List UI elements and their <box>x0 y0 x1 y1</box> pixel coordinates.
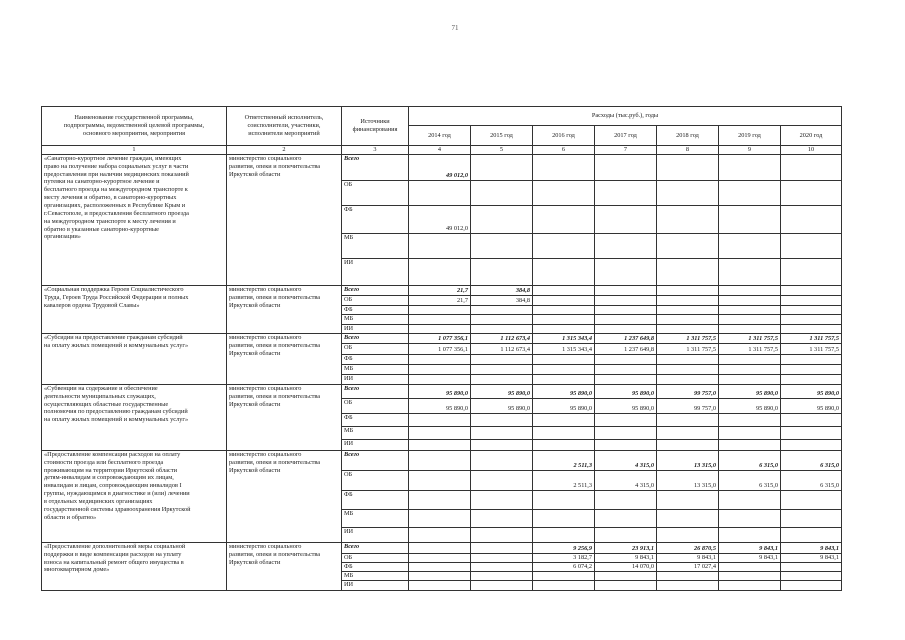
expense-value <box>471 470 533 490</box>
column-number: 3 <box>342 146 409 155</box>
expense-value: 1 311 757,5 <box>657 333 719 343</box>
expense-value <box>471 233 533 258</box>
expense-value: 6 315,0 <box>781 470 842 490</box>
expense-value <box>657 180 719 205</box>
expense-value <box>471 439 533 450</box>
expense-value <box>471 154 533 180</box>
funding-source: ОБ <box>342 180 409 205</box>
expense-value <box>781 324 842 333</box>
expense-value <box>533 205 595 233</box>
funding-source: ФБ <box>342 490 409 509</box>
expense-value <box>409 354 471 364</box>
expense-value <box>781 509 842 527</box>
expense-value <box>657 426 719 439</box>
expense-value: 14 070,0 <box>595 562 657 571</box>
expense-value <box>409 180 471 205</box>
expense-value <box>471 571 533 580</box>
expense-value <box>595 285 657 295</box>
funding-source: МБ <box>342 364 409 374</box>
table-row <box>42 154 842 180</box>
expense-value: 6 074,2 <box>533 562 595 571</box>
expense-value <box>657 527 719 542</box>
expense-value <box>781 571 842 580</box>
expense-value <box>719 374 781 384</box>
expense-value <box>533 285 595 295</box>
table-row <box>42 542 842 553</box>
expense-value <box>657 364 719 374</box>
expense-value <box>657 509 719 527</box>
column-number: 7 <box>595 146 657 155</box>
expense-value <box>781 413 842 426</box>
expense-value <box>533 571 595 580</box>
expense-value <box>533 527 595 542</box>
expense-value: 1 077 356,1 <box>409 343 471 354</box>
expense-value <box>657 295 719 305</box>
expense-value <box>657 205 719 233</box>
expense-value <box>595 295 657 305</box>
expense-value <box>595 426 657 439</box>
expense-value <box>595 205 657 233</box>
expense-value: 9 843,1 <box>595 553 657 562</box>
expense-value <box>781 180 842 205</box>
header-year: 2014 год <box>409 126 471 146</box>
expense-value <box>595 180 657 205</box>
expense-value <box>533 426 595 439</box>
funding-source: МБ <box>342 233 409 258</box>
expense-value <box>595 324 657 333</box>
expense-value <box>719 180 781 205</box>
expense-value <box>471 324 533 333</box>
column-number: 10 <box>781 146 842 155</box>
measure-executor: министерство социального развития, опеки и попечительства Иркутской области <box>227 333 342 384</box>
expense-value <box>471 542 533 553</box>
funding-source: МБ <box>342 314 409 324</box>
expense-value <box>719 233 781 258</box>
measure-name: «Субсидии на предоставление гражданам субсидий на оплату жилых помещений и коммунальных услуг» <box>42 333 227 384</box>
funding-source: ИИ <box>342 580 409 590</box>
expense-value: 95 890,0 <box>719 398 781 413</box>
expense-value: 23 913,1 <box>595 542 657 553</box>
expense-value <box>719 258 781 285</box>
expense-value <box>657 324 719 333</box>
expense-value: 1 112 673,4 <box>471 343 533 354</box>
measure-name: «Социальная поддержка Героев Социалистического Труда, Героев Труда Российской Федерации и полных кавалеров ордена Трудовой Славы» <box>42 285 227 333</box>
expense-value <box>719 285 781 295</box>
measure-executor: министерство социального развития, опеки и попечительства Иркутской области <box>227 285 342 333</box>
measure-name: «Санаторно-курортное лечение граждан, имеющих право на получение набора социальных услуг в части предоставления при наличии медицинских показаний путевки на санаторно-курортное лечение и бесплатного проезда на междугородном транспорте к месту лечения и обратно, в санаторно-курортных организациях, расположенных в Республике Крым и г.Севастополе, и предоставления бесплатного проезда на междугородном транспорте к месту лечения и обратно в указанные санаторно-курортные организации» <box>42 154 227 285</box>
expense-value <box>533 258 595 285</box>
expense-value <box>781 314 842 324</box>
expense-value <box>471 205 533 233</box>
expense-value: 6 315,0 <box>719 470 781 490</box>
expense-value: 49 012,0 <box>409 205 471 233</box>
funding-source: ИИ <box>342 258 409 285</box>
expense-value <box>781 258 842 285</box>
expense-value <box>719 314 781 324</box>
expense-value: 2 511,3 <box>533 470 595 490</box>
expense-value <box>409 527 471 542</box>
expense-value: 95 890,0 <box>533 398 595 413</box>
expense-value <box>719 426 781 439</box>
funding-source: ФБ <box>342 305 409 314</box>
funding-source: Всего <box>342 384 409 398</box>
expense-value: 21,7 <box>409 295 471 305</box>
expense-value <box>657 374 719 384</box>
funding-source: МБ <box>342 571 409 580</box>
expense-value <box>657 154 719 180</box>
table-row <box>42 450 842 470</box>
expense-value <box>471 354 533 364</box>
expense-value <box>409 258 471 285</box>
expense-value: 6 315,0 <box>719 450 781 470</box>
expense-value: 1 315 343,4 <box>533 343 595 354</box>
column-number: 9 <box>719 146 781 155</box>
expense-value <box>595 580 657 590</box>
measure-name: «Субвенции на содержание и обеспечение деятельности муниципальных служащих, осуществляющих областные государственные полномочия по предоставлению гражданам субсидий на оплату жилых помещений и коммунальных услуг» <box>42 384 227 450</box>
expense-value: 13 315,0 <box>657 450 719 470</box>
expense-value <box>781 439 842 450</box>
header-year: 2017 год <box>595 126 657 146</box>
expense-value: 95 890,0 <box>595 398 657 413</box>
expense-value <box>471 258 533 285</box>
header-source: Источники финансирования <box>342 107 409 146</box>
expense-value <box>781 426 842 439</box>
expense-value: 1 237 649,8 <box>595 333 657 343</box>
expense-value <box>533 364 595 374</box>
measure-executor: министерство социального развития, опеки и попечительства Иркутской области <box>227 542 342 590</box>
expense-value <box>781 354 842 364</box>
expense-value <box>409 233 471 258</box>
funding-source: ОБ <box>342 398 409 413</box>
expense-value <box>471 562 533 571</box>
expense-value <box>409 374 471 384</box>
expense-value <box>595 413 657 426</box>
page-number: 71 <box>451 24 459 32</box>
expense-value <box>781 374 842 384</box>
table-row <box>42 333 842 343</box>
expense-value <box>409 490 471 509</box>
expense-value <box>409 314 471 324</box>
funding-source: ОБ <box>342 470 409 490</box>
header-year: 2020 год <box>781 126 842 146</box>
expense-value <box>471 180 533 205</box>
expense-value <box>719 354 781 364</box>
expense-value: 21,7 <box>409 285 471 295</box>
expense-value <box>719 413 781 426</box>
expense-value <box>595 258 657 285</box>
funding-source: МБ <box>342 426 409 439</box>
expense-value <box>657 354 719 364</box>
header-expenses: Расходы (тыс.руб.), годы <box>409 107 842 126</box>
expense-value <box>533 354 595 364</box>
expense-value <box>533 439 595 450</box>
expense-value <box>409 439 471 450</box>
expense-value <box>533 374 595 384</box>
funding-source: ИИ <box>342 374 409 384</box>
funding-source: ФБ <box>342 562 409 571</box>
expense-value <box>533 509 595 527</box>
expense-value: 95 890,0 <box>719 384 781 398</box>
expense-value <box>471 305 533 314</box>
expense-value <box>719 580 781 590</box>
expense-value <box>657 305 719 314</box>
column-number: 1 <box>42 146 227 155</box>
expense-value <box>471 527 533 542</box>
funding-source: ФБ <box>342 205 409 233</box>
expense-value <box>781 295 842 305</box>
expense-value: 9 843,1 <box>781 553 842 562</box>
expense-value: 95 890,0 <box>471 398 533 413</box>
expense-value <box>533 324 595 333</box>
funding-source: Всего <box>342 542 409 553</box>
table-row <box>42 384 842 398</box>
expense-value: 95 890,0 <box>409 398 471 413</box>
expense-value: 9 843,1 <box>719 553 781 562</box>
column-number: 2 <box>227 146 342 155</box>
expense-value <box>781 364 842 374</box>
expense-value: 49 012,0 <box>409 154 471 180</box>
expense-value: 1 311 757,5 <box>719 343 781 354</box>
expense-value <box>595 374 657 384</box>
expense-value: 95 890,0 <box>595 384 657 398</box>
expense-value <box>409 580 471 590</box>
column-number: 4 <box>409 146 471 155</box>
column-number: 5 <box>471 146 533 155</box>
expense-value <box>409 509 471 527</box>
expense-value: 95 890,0 <box>409 384 471 398</box>
expense-value: 99 757,0 <box>657 384 719 398</box>
expense-value <box>719 305 781 314</box>
expense-value <box>719 439 781 450</box>
expense-value: 1 077 356,1 <box>409 333 471 343</box>
expense-value <box>595 233 657 258</box>
expense-value <box>719 527 781 542</box>
funding-source: ИИ <box>342 439 409 450</box>
funding-source: ОБ <box>342 343 409 354</box>
expense-value <box>533 305 595 314</box>
expense-value <box>409 364 471 374</box>
expense-value <box>657 285 719 295</box>
expense-value <box>409 542 471 553</box>
header-year: 2016 год <box>533 126 595 146</box>
expense-value: 9 843,1 <box>657 553 719 562</box>
expense-value <box>719 490 781 509</box>
expense-value <box>471 413 533 426</box>
expense-value <box>595 527 657 542</box>
expense-value: 95 890,0 <box>781 384 842 398</box>
funding-source: Всего <box>342 450 409 470</box>
expense-value: 4 315,0 <box>595 450 657 470</box>
expense-value <box>533 295 595 305</box>
expense-value <box>719 509 781 527</box>
expense-value <box>719 364 781 374</box>
expense-value: 1 315 343,4 <box>533 333 595 343</box>
expense-value <box>533 413 595 426</box>
header-year: 2018 год <box>657 126 719 146</box>
expense-value <box>657 413 719 426</box>
column-number: 6 <box>533 146 595 155</box>
expense-value: 13 315,0 <box>657 470 719 490</box>
funding-source: ФБ <box>342 354 409 364</box>
expense-value: 384,8 <box>471 295 533 305</box>
expense-value <box>719 154 781 180</box>
expense-value <box>781 305 842 314</box>
expense-value <box>657 233 719 258</box>
expense-value <box>471 490 533 509</box>
header-executor: Ответственный исполнитель, соисполнители, участники, исполнители мероприятий <box>227 107 342 146</box>
expense-value <box>719 205 781 233</box>
funding-source: Всего <box>342 285 409 295</box>
funding-source: ФБ <box>342 413 409 426</box>
expense-value <box>471 364 533 374</box>
expense-value <box>657 439 719 450</box>
expense-value <box>471 553 533 562</box>
expense-value <box>657 314 719 324</box>
expense-value <box>595 490 657 509</box>
expense-value <box>409 426 471 439</box>
expense-value: 3 182,7 <box>533 553 595 562</box>
expense-value: 99 757,0 <box>657 398 719 413</box>
measure-executor: министерство социального развития, опеки и попечительства Иркутской области <box>227 450 342 542</box>
table-body <box>42 154 842 590</box>
expense-value <box>533 154 595 180</box>
expense-value <box>595 305 657 314</box>
expense-value <box>719 571 781 580</box>
expense-value <box>471 450 533 470</box>
expense-value <box>471 580 533 590</box>
expense-value <box>409 571 471 580</box>
expense-value: 384,8 <box>471 285 533 295</box>
expense-value: 9 843,1 <box>781 542 842 553</box>
expense-value <box>719 562 781 571</box>
expense-value: 9 843,1 <box>719 542 781 553</box>
expense-value <box>657 258 719 285</box>
header-name: Наименование государственной программы, подпрограммы, ведомственной целевой программы, основного мероприятия, мероприятия <box>42 107 227 146</box>
expense-value <box>781 154 842 180</box>
expense-value: 17 027,4 <box>657 562 719 571</box>
expense-value <box>533 580 595 590</box>
expense-value: 1 237 649,8 <box>595 343 657 354</box>
expense-value <box>533 314 595 324</box>
expense-value <box>781 205 842 233</box>
expense-value: 1 311 757,5 <box>781 333 842 343</box>
funding-source: Всего <box>342 333 409 343</box>
expense-value <box>781 580 842 590</box>
expense-value <box>533 180 595 205</box>
expense-value <box>595 154 657 180</box>
measure-name: «Предоставление дополнительной меры социальной поддержки в виде компенсации расходов на уплату взноса на капитальный ремонт общего имущества в многоквартирном доме» <box>42 542 227 590</box>
expense-value <box>533 233 595 258</box>
expense-value: 1 311 757,5 <box>719 333 781 343</box>
expense-value <box>409 470 471 490</box>
measure-name: «Предоставление компенсации расходов на оплату стоимости проезда или бесплатного проезда проживающим на территории Иркутской области детям-инвалидам и сопровождающим их лицам, инвалидам и лицам, сопровождающим инвалидов I группы, нуждающимся в диагностике и (или) лечении в отдельных медицинских организациях государственной системы здравоохранения Иркутской области и обратно» <box>42 450 227 542</box>
expense-value <box>595 439 657 450</box>
expense-value <box>657 580 719 590</box>
funding-source: МБ <box>342 509 409 527</box>
expense-value <box>471 426 533 439</box>
expense-value <box>471 314 533 324</box>
expense-value <box>595 571 657 580</box>
expense-value <box>781 233 842 258</box>
expense-value: 1 112 673,4 <box>471 333 533 343</box>
expense-value <box>719 295 781 305</box>
measure-executor: министерство социального развития, опеки и попечительства Иркутской области <box>227 384 342 450</box>
budget-table <box>41 106 842 591</box>
funding-source: ОБ <box>342 295 409 305</box>
expense-value <box>781 527 842 542</box>
expense-value: 95 890,0 <box>471 384 533 398</box>
expense-value <box>595 314 657 324</box>
funding-source: ИИ <box>342 324 409 333</box>
expense-value <box>533 490 595 509</box>
expense-value <box>409 562 471 571</box>
expense-value <box>781 490 842 509</box>
expense-value <box>657 490 719 509</box>
funding-source: ИИ <box>342 527 409 542</box>
expense-value: 26 870,5 <box>657 542 719 553</box>
expense-value <box>409 413 471 426</box>
table-row <box>42 285 842 295</box>
expense-value <box>781 562 842 571</box>
header-year: 2015 год <box>471 126 533 146</box>
expense-value <box>595 509 657 527</box>
expense-value <box>781 285 842 295</box>
expense-value: 1 311 757,5 <box>657 343 719 354</box>
expense-value: 9 256,9 <box>533 542 595 553</box>
expense-value: 2 511,3 <box>533 450 595 470</box>
header-year: 2019 год <box>719 126 781 146</box>
column-number-row <box>42 146 842 155</box>
expense-value <box>657 571 719 580</box>
funding-source: ОБ <box>342 553 409 562</box>
expense-value <box>471 374 533 384</box>
expense-value <box>409 553 471 562</box>
expense-value: 6 315,0 <box>781 450 842 470</box>
funding-source: Всего <box>342 154 409 180</box>
expense-value <box>471 509 533 527</box>
expense-value: 95 890,0 <box>781 398 842 413</box>
expense-value: 1 311 757,5 <box>781 343 842 354</box>
column-number: 8 <box>657 146 719 155</box>
expense-value <box>409 450 471 470</box>
expense-value <box>595 364 657 374</box>
expense-value: 95 890,0 <box>533 384 595 398</box>
expense-value <box>409 324 471 333</box>
measure-executor: министерство социального развития, опеки и попечительства Иркутской области <box>227 154 342 285</box>
expense-value <box>719 324 781 333</box>
expense-value: 4 315,0 <box>595 470 657 490</box>
expense-value <box>409 305 471 314</box>
expense-value <box>595 354 657 364</box>
